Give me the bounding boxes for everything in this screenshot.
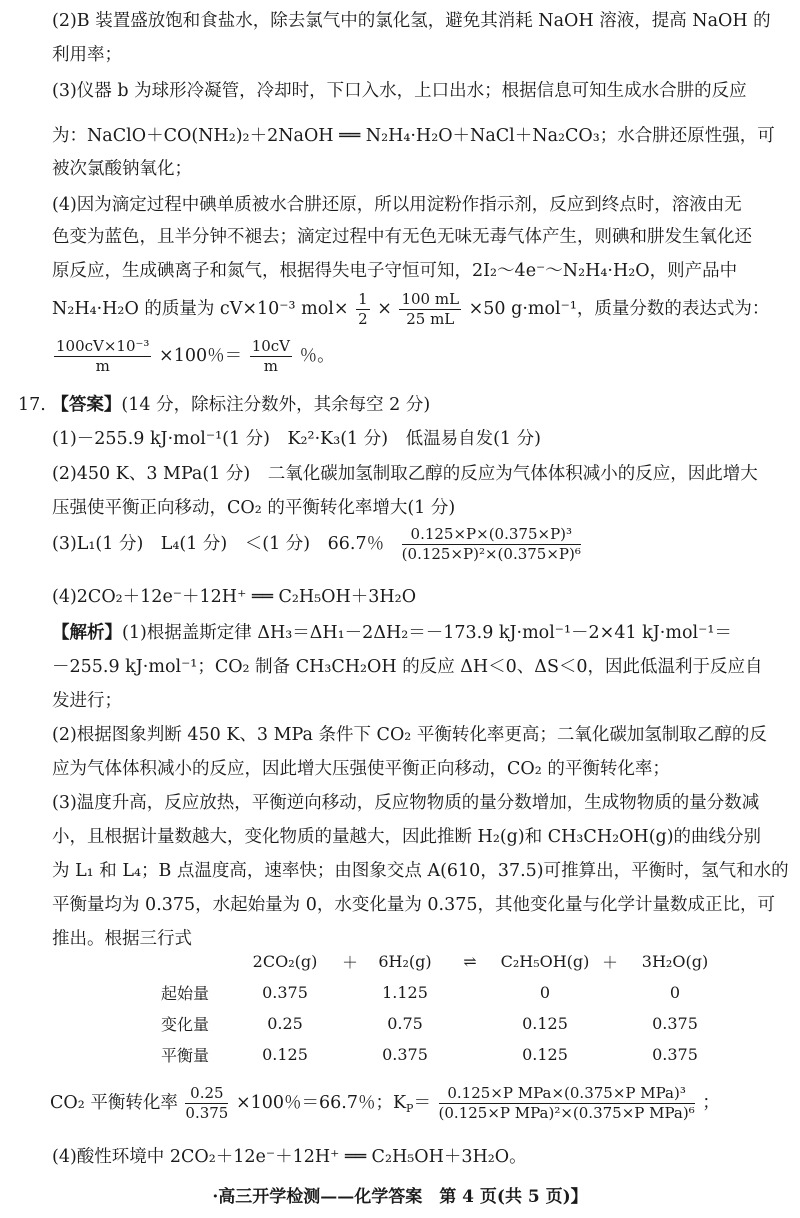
fraction-numerator: 10cV [251,337,291,355]
table-row [140,977,730,1008]
table-header-cell [140,946,230,977]
q16-mass-tail: ×50 g·mol⁻¹，质量分数的表达式为： [468,299,770,319]
fraction-numerator: 100cV×10⁻³ [56,337,150,355]
table-cell: 0.375 [652,1014,698,1033]
q16-line-8: 原反应，生成碘离子和氮气，根据得失电子守恒可知，2I₂～4e⁻～N₂H₄·H₂O，则产品中 [52,261,738,281]
fraction-denominator: m [263,357,278,375]
fraction-half [356,290,370,329]
fraction-volume [399,290,461,329]
q17-analysis-3d: 平衡量均为 0.375，水起始量为 0，水变化量为 0.375，其他变化量与化学计量数成正比，可 [52,895,776,915]
fraction-numerator: 100 mL [401,290,460,308]
row-label: 变化量 [160,1015,209,1034]
fraction-numerator: 0.25 [185,1084,228,1104]
equals-sign: ＝ [413,1093,431,1113]
table-row [140,1008,730,1039]
analysis-tag: 【解析】 [52,623,122,643]
fraction-denominator: 2 [358,310,368,328]
fraction-denominator: m [95,357,110,375]
fraction-numerator: 0.125×P MPa×(0.375×P MPa)³ [439,1084,695,1104]
q16-mass-formula [52,290,769,329]
table-cell: 0.125 [522,1014,568,1033]
fraction-numerator: 0.125×P×(0.375×P)³ [402,525,581,545]
table-header-row [140,946,730,977]
table-cell: 0 [669,983,681,1002]
percent-equals: ×100％＝ [159,346,243,366]
fraction-denominator: (0.125×P)²×(0.375×P)⁶ [401,545,581,563]
q17-analysis-3b: 小，且根据计量数越大，变化物质的量越大，因此推断 H₂(g)和 CH₃CH₂OH(g)的曲线分别 [52,827,762,847]
q17-analysis-2b: 应为气体体积减小的反应，因此增大压强使平衡正向移动，CO₂ 的平衡转化率； [52,759,670,779]
row-label: 平衡量 [160,1046,209,1065]
table-header-cell: C₂H₅OH(g) [500,952,590,971]
table-header-cell: ＋ [601,953,618,972]
conversion-label: CO₂ 平衡转化率 [50,1093,178,1113]
q17-analysis-4: (4)酸性环境中 2CO₂＋12e⁻＋12H⁺ ══ C₂H₅OH＋3H₂O。 [52,1147,527,1167]
q17-answer-3-text: (3)L₁(1 分) L₄(1 分) ＜(1 分) 66.7％ [52,534,385,554]
fraction-denominator: 25 mL [406,310,455,328]
fraction-mass-ratio [54,337,151,376]
answer-note: (14 分，除标注分数外，其余每空 2 分) [121,395,431,415]
question-number: 17. [18,395,46,415]
kp-end: ； [702,1093,720,1113]
table-cell: 0.25 [267,1014,303,1033]
q17-answer-header [18,394,430,416]
table-cell: 0.125 [262,1045,308,1064]
analysis-text: (1)根据盖斯定律 ΔH₃＝ΔH₁－2ΔH₂＝－173.9 kJ·mol⁻¹－2×41 kJ·mol⁻¹＝ [122,623,732,643]
fraction-kp [439,1084,695,1123]
q16-line-7: 色变为蓝色，且半分钟不褪去；滴定过程中有无色无味无毒气体产生，则碘和肼发生氧化还 [52,227,752,247]
fraction-result [250,337,292,376]
q17-analysis-3: (3)温度升高，反应放热，平衡逆向移动，反应物物质的量分数增加，生成物物质的量分数减 [52,793,760,813]
q17-analysis-1b: －255.9 kJ·mol⁻¹；CO₂ 制备 CH₃CH₂OH 的反应 ΔH＜0、ΔS＜0，因此低温利于反应自 [52,657,763,677]
table-cell: 0 [539,983,551,1002]
q16-line-6: (4)因为滴定过程中碘单质被水合肼还原，所以用淀粉作指示剂，反应到终点时，溶液由无 [52,195,742,215]
percent-end: ％。 [299,346,335,366]
three-line-table [140,946,730,1070]
table-row [140,1039,730,1070]
q16-line-1: (2)B 装置盛放饱和食盐水，除去氯气中的氯化氢，避免其消耗 NaOH 溶液，提高 NaOH 的 [52,11,771,31]
table-cell: 0.75 [387,1014,423,1033]
fraction-numerator: 1 [358,290,368,308]
table-header-cell: 2CO₂(g) [252,952,318,971]
fraction-conversion [185,1084,228,1123]
q16-line-2: 利用率； [52,45,122,65]
q16-line-5: 被次氯酸钠氧化； [52,159,192,179]
fraction-kp-answer [402,525,581,564]
q17-analysis-3e: 推出。根据三行式 [52,929,192,949]
table-cell: 0.375 [652,1045,698,1064]
row-label: 起始量 [160,984,209,1003]
q16-fraction-expression [52,337,335,376]
conversion-result: ×100％＝66.7％；K [235,1093,407,1113]
q17-answer-4: (4)2CO₂＋12e⁻＋12H⁺ ══ C₂H₅OH＋3H₂O [52,587,417,607]
q16-line-4: 为：NaClO＋CO(NH₂)₂＋2NaOH ══ N₂H₄·H₂O＋NaCl＋Na₂CO₃；水合肼还原性强，可 [52,126,775,146]
table-cell: 0.125 [522,1045,568,1064]
q17-answer-1: (1)－255.9 kJ·mol⁻¹(1 分) K₂²·K₃(1 分) 低温易自发(1 分) [52,429,541,449]
table-header-cell: ＋ [341,953,358,972]
kp-subscript: P [406,1102,414,1115]
table-header-cell: 6H₂(g) [378,952,432,971]
q16-mass-text: N₂H₄·H₂O 的质量为 cV×10⁻³ mol× [52,299,349,319]
q17-answer-3 [52,525,583,564]
q17-conversion-kp [50,1084,720,1123]
q17-analysis-2: (2)根据图象判断 450 K、3 MPa 条件下 CO₂ 平衡转化率更高；二氧化碳加氢制取乙醇的反 [52,725,767,745]
fraction-denominator: (0.125×P MPa)²×(0.375×P MPa)⁶ [438,1104,695,1122]
table-cell: 0.375 [382,1045,428,1064]
q16-line-3: (3)仪器 b 为球形冷凝管，冷却时，下口入水，上口出水；根据信息可知生成水合肼的反应 [52,81,747,101]
times-sign: × [377,299,392,319]
q17-answer-2b: 压强使平衡正向移动，CO₂ 的平衡转化率增大(1 分) [52,498,456,518]
table-cell: 1.125 [382,983,428,1002]
fraction-denominator: 0.375 [185,1104,229,1122]
q17-answer-2: (2)450 K、3 MPa(1 分) 二氧化碳加氢制取乙醇的反应为气体体积减小的反应，因此增大 [52,464,758,484]
q17-analysis-1 [52,622,732,644]
page-footer: ·高三开学检测——化学答案 第 4 页(共 5 页)】 [212,1187,588,1207]
table-header-cell: 3H₂O(g) [641,952,709,971]
table-cell: 0.375 [262,983,308,1002]
table-header-cell: ⇌ [463,952,477,971]
answer-tag: 【答案】 [51,395,122,415]
q17-analysis-1c: 发进行； [52,691,122,711]
q17-analysis-3c: 为 L₁ 和 L₄；B 点温度高，速率快；由图象交点 A(610，37.5)可推算出，平衡时，氢气和水的 [52,861,789,881]
